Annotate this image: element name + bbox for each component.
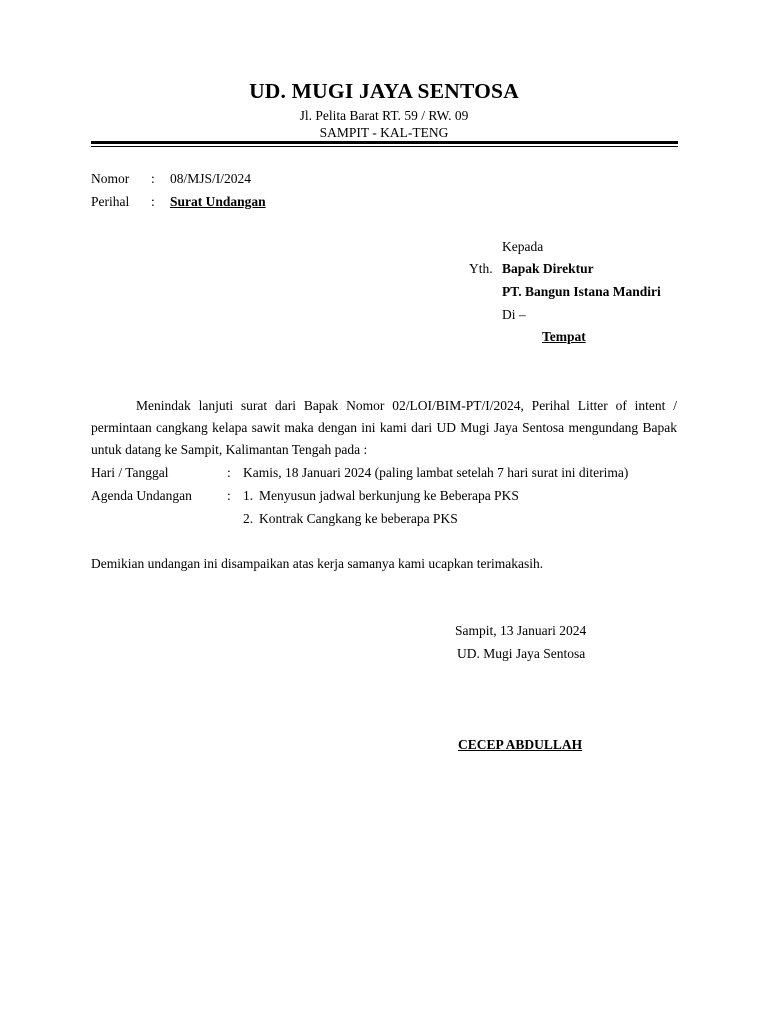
- yth-label: Yth.: [469, 261, 493, 276]
- place-date: Sampit, 13 Januari 2024: [455, 623, 587, 638]
- nomor-value: 08/MJS/I/2024: [170, 171, 252, 186]
- agenda-separator: :: [227, 488, 231, 503]
- kepada-label: Kepada: [502, 239, 544, 254]
- nomor-label: Nomor: [91, 171, 130, 186]
- body-paragraph: [91, 395, 677, 461]
- agenda-item-number: 1.: [243, 488, 254, 503]
- hari-label: Hari / Tanggal: [91, 465, 169, 480]
- letterhead-rule-thin: [91, 146, 678, 147]
- recipient-name: Bapak Direktur: [502, 261, 594, 276]
- di-label: Di –: [502, 307, 526, 322]
- perihal-label: Perihal: [91, 194, 130, 209]
- letterhead-rule-thick: [91, 141, 678, 144]
- nomor-separator: :: [151, 171, 155, 186]
- body-paragraph-text: Menindak lanjuti surat dari Bapak Nomor 02/LOI/BIM-PT/I/2024, Perihal Litter of intent / permintaan cangkang kelapa sawit maka dengan ini kami dari UD Mugi Jaya Sentosa mengundang Bapak untuk datang ke Sampit, Kalimantan Tengah pada :: [91, 398, 677, 457]
- closing-sentence: Demikian undangan ini disampaikan atas kerja samanya kami ucapkan terimakasih.: [91, 556, 544, 571]
- perihal-value: Surat Undangan: [170, 194, 266, 209]
- agenda-item-number: 2.: [243, 511, 254, 526]
- tempat-label: Tempat: [542, 329, 586, 344]
- address-line-1: Jl. Pelita Barat RT. 59 / RW. 09: [299, 108, 469, 123]
- signature-company: UD. Mugi Jaya Sentosa: [457, 646, 586, 661]
- agenda-label: Agenda Undangan: [91, 488, 192, 503]
- perihal-separator: :: [151, 194, 155, 209]
- agenda-item-text: Menyusun jadwal berkunjung ke Beberapa PKS: [259, 488, 519, 503]
- recipient-company: PT. Bangun Istana Mandiri: [502, 284, 661, 299]
- signer-name: CECEP ABDULLAH: [458, 737, 583, 752]
- address-line-2: SAMPIT - KAL-TENG: [319, 125, 449, 140]
- hari-separator: :: [227, 465, 231, 480]
- hari-value: Kamis, 18 Januari 2024 (paling lambat setelah 7 hari surat ini diterima): [243, 465, 629, 480]
- agenda-item-text: Kontrak Cangkang ke beberapa PKS: [259, 511, 458, 526]
- company-name: UD. MUGI JAYA SENTOSA: [249, 79, 519, 103]
